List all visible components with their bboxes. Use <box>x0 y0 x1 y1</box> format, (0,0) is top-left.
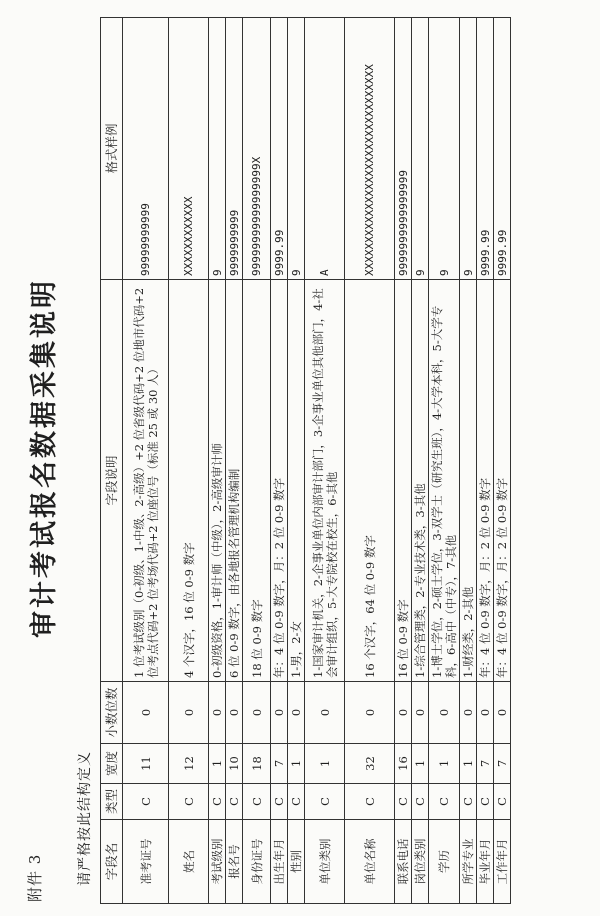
table-row <box>209 18 226 904</box>
table-row <box>288 18 305 904</box>
description-cell: 1-博士学位，2-硕士学位，3-双学士（研究生班），4-大学本科，5-大学专科，6-高中（中专），7-其他 <box>429 280 460 682</box>
field-name-cell: 姓名 <box>169 820 209 904</box>
decimals-cell: 0 <box>271 682 288 744</box>
field-name-cell: 毕业年月 <box>477 820 494 904</box>
field-name-cell: 学历 <box>429 820 460 904</box>
width-cell: 16 <box>395 744 412 784</box>
type-cell: C <box>226 784 243 820</box>
structure-note: 请严格按此结构定义 <box>77 751 93 886</box>
decimals-cell: 0 <box>395 682 412 744</box>
decimals-cell: 0 <box>412 682 429 744</box>
table-row <box>305 18 345 904</box>
type-cell: C <box>477 784 494 820</box>
type-cell: C <box>169 784 209 820</box>
example-cell: XXXXXXXXXXXX <box>169 18 209 280</box>
decimals-cell: 0 <box>209 682 226 744</box>
table-row <box>243 18 271 904</box>
field-name-cell: 准考证号 <box>123 820 169 904</box>
description-cell: 6 位 0-9 数字，由各地报名管理机构编制 <box>226 280 243 682</box>
example-cell: 9 <box>460 18 477 280</box>
field-name-cell: 单位名称 <box>345 820 395 904</box>
field-name-cell: 出生年月 <box>271 820 288 904</box>
width-cell: 18 <box>243 744 271 784</box>
width-cell: 1 <box>305 744 345 784</box>
decimals-cell: 0 <box>460 682 477 744</box>
example-cell: 9999999999999999 <box>395 18 412 280</box>
width-cell: 7 <box>477 744 494 784</box>
description-cell: 4 个汉字，16 位 0-9 数字 <box>169 280 209 682</box>
type-cell: C <box>429 784 460 820</box>
type-cell: C <box>305 784 345 820</box>
decimals-cell: 0 <box>123 682 169 744</box>
description-cell: 年：4 位 0-9 数字，月：2 位 0-9 数字 <box>477 280 494 682</box>
table-row <box>169 18 209 904</box>
type-cell: C <box>243 784 271 820</box>
width-cell: 7 <box>494 744 511 784</box>
field-definition-table <box>100 17 511 904</box>
table-row <box>226 18 243 904</box>
description-cell: 年：4 位 0-9 数字，月：2 位 0-9 数字 <box>271 280 288 682</box>
attachment-label: 附件 3 <box>26 853 44 902</box>
example-cell: 9999.99 <box>477 18 494 280</box>
example-cell: A <box>305 18 345 280</box>
column-header-field-name: 字段名 <box>101 820 123 904</box>
description-cell: 年：4 位 0-9 数字，月：2 位 0-9 数字 <box>494 280 511 682</box>
column-header-example: 格式样例 <box>101 18 123 280</box>
type-cell: C <box>271 784 288 820</box>
document-title: 审计考试报名数据采集说明 <box>29 278 60 638</box>
description-cell: 1-财经类，2-其他 <box>460 280 477 682</box>
width-cell: 12 <box>169 744 209 784</box>
type-cell: C <box>460 784 477 820</box>
description-cell: 1-男，2-女 <box>288 280 305 682</box>
column-header-decimals: 小数位数 <box>101 682 123 744</box>
field-name-cell: 性别 <box>288 820 305 904</box>
decimals-cell: 0 <box>226 682 243 744</box>
example-cell: 9999.99 <box>271 18 288 280</box>
width-cell: 1 <box>460 744 477 784</box>
field-name-cell: 单位类别 <box>305 820 345 904</box>
width-cell: 10 <box>226 744 243 784</box>
example-cell: 9999999999 <box>226 18 243 280</box>
type-cell: C <box>494 784 511 820</box>
example-cell: 99999999999999999X <box>243 18 271 280</box>
field-name-cell: 所学专业 <box>460 820 477 904</box>
description-cell: 18 位 0-9 数字 <box>243 280 271 682</box>
description-cell: 1-综合管理类，2-专业技术类，3-其他 <box>412 280 429 682</box>
decimals-cell: 0 <box>169 682 209 744</box>
column-header-type: 类型 <box>101 784 123 820</box>
example-cell: XXXXXXXXXXXXXXXXXXXXXXXXXXXXXXXX <box>345 18 395 280</box>
decimals-cell: 0 <box>305 682 345 744</box>
type-cell: C <box>395 784 412 820</box>
example-cell: 9 <box>209 18 226 280</box>
width-cell: 1 <box>412 744 429 784</box>
description-cell: 0-初级资格，1-审计师（中级），2-高级审计师 <box>209 280 226 682</box>
table-row <box>412 18 429 904</box>
example-cell: 99999999999 <box>123 18 169 280</box>
field-name-cell: 身份证号 <box>243 820 271 904</box>
decimals-cell: 0 <box>345 682 395 744</box>
decimals-cell: 0 <box>477 682 494 744</box>
width-cell: 1 <box>288 744 305 784</box>
width-cell: 1 <box>209 744 226 784</box>
width-cell: 7 <box>271 744 288 784</box>
table-row <box>477 18 494 904</box>
example-cell: 9 <box>412 18 429 280</box>
field-name-cell: 岗位类别 <box>412 820 429 904</box>
type-cell: C <box>123 784 169 820</box>
table-row <box>395 18 412 904</box>
decimals-cell: 0 <box>429 682 460 744</box>
table-header-row <box>101 18 123 904</box>
table-row <box>271 18 288 904</box>
example-cell: 9 <box>288 18 305 280</box>
table-row <box>494 18 511 904</box>
description-cell: 1-国家审计机关，2-企事业单位内部审计部门，3-企事业单位其他部门，4-社会审计组织，5-大专院校在校生，6-其他 <box>305 280 345 682</box>
table-row <box>460 18 477 904</box>
type-cell: C <box>412 784 429 820</box>
description-cell: 1 位考试级别（0-初级、1-中级、2-高级）+2 位省级代码+2 位地市代码+2 位考点代码+2 位考场代码+2 位座位号（标准 25 或 30 人） <box>123 280 169 682</box>
column-header-width: 宽度 <box>101 744 123 784</box>
table-body <box>123 18 511 904</box>
table-row <box>429 18 460 904</box>
table-row <box>123 18 169 904</box>
type-cell: C <box>288 784 305 820</box>
column-header-description: 字段说明 <box>101 280 123 682</box>
width-cell: 11 <box>123 744 169 784</box>
field-name-cell: 考试级别 <box>209 820 226 904</box>
decimals-cell: 0 <box>494 682 511 744</box>
example-cell: 9999.99 <box>494 18 511 280</box>
field-name-cell: 报名号 <box>226 820 243 904</box>
field-name-cell: 工作年月 <box>494 820 511 904</box>
table-row <box>345 18 395 904</box>
decimals-cell: 0 <box>288 682 305 744</box>
type-cell: C <box>209 784 226 820</box>
type-cell: C <box>345 784 395 820</box>
description-cell: 16 位 0-9 数字 <box>395 280 412 682</box>
decimals-cell: 0 <box>243 682 271 744</box>
description-cell: 16 个汉字，64 位 0-9 数字 <box>345 280 395 682</box>
example-cell: 9 <box>429 18 460 280</box>
field-name-cell: 联系电话 <box>395 820 412 904</box>
width-cell: 32 <box>345 744 395 784</box>
width-cell: 1 <box>429 744 460 784</box>
